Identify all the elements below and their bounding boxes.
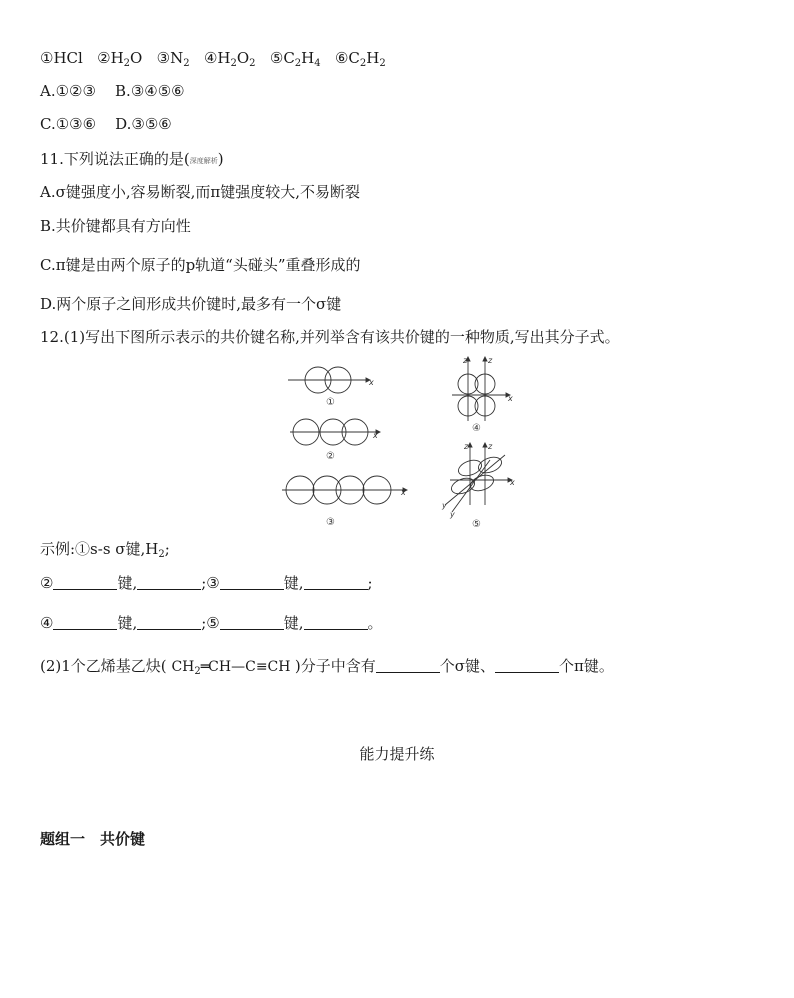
figure-4-p-p-pi-overlap	[452, 357, 510, 421]
blank-2-formula[interactable]	[137, 574, 201, 590]
q10-choice-b[interactable]: B.③④⑤⑥	[115, 82, 185, 100]
blank-5-bond[interactable]	[220, 614, 284, 630]
fig2-label: ②	[326, 451, 335, 462]
q11-choice-a[interactable]: A.σ键强度小,容易断裂,而π键强度较大,不易断裂	[40, 183, 361, 201]
fig1-label: ①	[326, 397, 335, 408]
q11-stem: 11.下列说法正确的是(深度解析)	[40, 150, 224, 168]
q11-choice-c[interactable]: C.π键是由两个原子的p轨道“头碰头”重叠形成的	[40, 256, 361, 274]
figure-3-p-p-sigma-overlap	[282, 476, 407, 504]
blank-5-formula[interactable]	[304, 614, 368, 630]
group-title: 题组一 共价键	[40, 830, 146, 848]
q10-opt-5: $⑤C_2H_4$	[269, 49, 321, 69]
q10-opt-4: $④H_2O_2$	[203, 49, 256, 69]
section-title: 能力提升练	[359, 745, 435, 763]
blank-pi-count[interactable]	[495, 657, 559, 673]
q10-opt-1: ①HCl	[40, 49, 83, 67]
fig5-y1-label: y	[442, 501, 447, 510]
q10-opt-2: $②H_2O$	[97, 49, 143, 69]
blank-sigma-count[interactable]	[376, 657, 440, 673]
q11-choice-b[interactable]: B.共价键都具有方向性	[40, 217, 191, 235]
fig4-label: ④	[472, 423, 481, 434]
q10-opt-6: $⑥C_2H_2$	[334, 49, 386, 69]
fig5-x-label: x	[510, 478, 515, 487]
q12-example: 示例:①s-s σ键$,H_2$;	[40, 540, 170, 560]
blank-3-formula[interactable]	[304, 574, 368, 590]
blank-4-bond[interactable]	[53, 614, 117, 630]
q12-part2: (2)1个乙烯基乙炔( $CH_2═CH—C\equiv CH$ )分子中含有 个σ键、 个π键。	[40, 657, 614, 677]
orbital-figure	[280, 355, 540, 535]
q12-row-4-5: ④ 键, ;⑤ 键, 。	[40, 614, 383, 632]
q12-row-2-3: ② 键, ;③ 键, ;	[40, 574, 373, 592]
fig5-label: ⑤	[472, 519, 481, 530]
figure-5-pi-3d-overlap	[445, 443, 512, 512]
fig1-x-label: x	[369, 378, 374, 387]
fig4-z1-label: z	[463, 356, 468, 365]
figure-2-s-p-overlap	[290, 419, 380, 445]
q10-choice-d[interactable]: D.③⑤⑥	[115, 115, 172, 133]
q11-choice-d[interactable]: D.两个原子之间形成共价键时,最多有一个σ键	[40, 295, 342, 313]
fig4-x-label: x	[508, 394, 513, 403]
q10-options-line	[40, 48, 386, 74]
q10-choices-ab	[40, 81, 185, 101]
fig4-z2-label: z	[488, 356, 493, 365]
fig5-z1-label: z	[464, 442, 469, 451]
q11-tag: 深度解析	[189, 157, 218, 165]
q10-choice-a[interactable]: A.①②③	[40, 82, 96, 100]
blank-3-bond[interactable]	[220, 574, 284, 590]
figure-1-s-s-overlap	[288, 367, 370, 393]
q10-choices-cd	[40, 114, 172, 134]
fig3-x-label: x	[401, 488, 406, 497]
blank-2-bond[interactable]	[53, 574, 117, 590]
fig2-x-label: x	[373, 431, 378, 440]
q12-part1-stem: 12.(1)写出下图所示表示的共价键名称,并列举含有该共价键的一种物质,写出其分子式。	[40, 328, 620, 346]
fig3-label: ③	[326, 517, 335, 528]
fig5-y2-label: y	[450, 510, 455, 519]
q10-opt-3: $③N_2$	[156, 49, 190, 69]
q10-choice-c[interactable]: C.①③⑥	[40, 115, 97, 133]
vinylacetylene-formula: $CH_2═CH—C\equiv CH$	[171, 659, 291, 677]
blank-4-formula[interactable]	[137, 614, 201, 630]
fig5-z2-label: z	[488, 442, 493, 451]
